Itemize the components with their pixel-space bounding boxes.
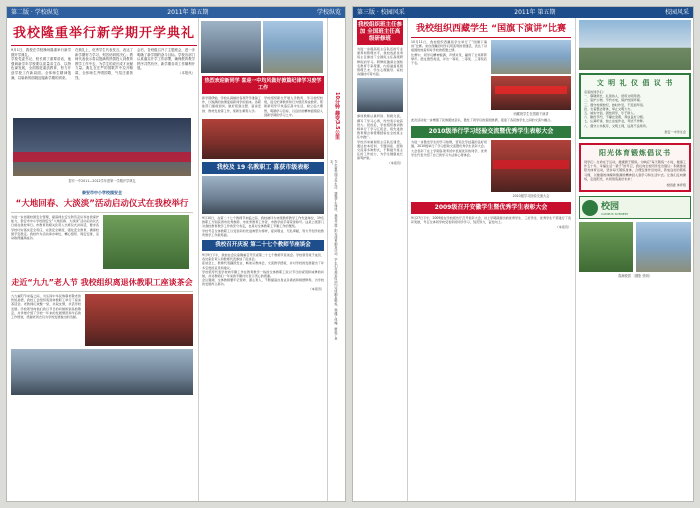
r-col2-photo-2-caption: 2010级学习经验交流大会 [512,194,550,199]
left-page-header-right: 学校纵览 [316,9,341,16]
list-item: 七、认真听讲，独立完成作业，考试不作弊。 [584,119,646,124]
main-body-2: 在典礼上，优秀学生代表发言，表达了新学期努力学习、刻苦钻研的决心；教师代表表示将以饱满的热情投入到教育教学工作中去，为学生的成长成才贡献力量。典礼在庄严的国歌声中拉开帷幕，全体师生齐唱国歌，气氛庄重热烈。 [75,48,133,80]
r-col2-divider [411,37,571,38]
section3-photo [85,294,193,346]
section2-divider [11,212,193,213]
mid-body-5: 9月9日下午，我校在会议室隆重召开庆祝第二十七个教师节座谈会。学校领导班子成员、各处室负责人和教师代表参加了座谈会。 [202,253,324,262]
mid-sign: （本报讯） [308,286,324,291]
r-col1-body-3: 学校历来重视班主任队伍建设，通过校本培训、专题讲座、经验交流等多种形式，不断提升班主任的工作能力，为学生健康成长保驾护航。 [357,139,403,161]
list-item: 四、衣着整洁得体，举止文明大方。 [584,106,634,111]
r-col2-body-5: 9月27日下午，2009级在学校报告厅召开表彰大会，对上学期涌现出的优秀学生、三好学生、优秀学生干部进行了表彰奖励，号召全体同学向受表彰的同学学习，刻苦努力，奋发向上。 [411,216,571,225]
r-col2-body-3: 此次活动进一步增强了民族团结意识，激发了同学们的爱国热情，促进了各民族学生之间的交流与融合。 [411,118,554,122]
campus-photo-caption: 春满校园 （摄影 张明） [618,274,652,279]
certificate-salutation: 亲爱的同学们： [584,90,606,94]
section3-body: 九九重阳节来临之际，为弘扬中华民族尊老敬老的传统美德，我校工会组织离退休教职工举行了座谈茶话会。老教师们欢聚一堂，共叙友情，共话学校发展。学校领导向他们致以节日的问候和崇高的敬意，并详细介绍了学校一年来的发展情况和今后的工作规划，感谢老同志们为学校发展做出的贡献。 [11,294,81,320]
campus-logo-title: 校园 [601,202,620,213]
r-col2-body-2: 比赛中，同学们精神饱满，声情并茂，赢得了全场阵阵掌声。经过激烈角逐，评出一等奖、二等奖、三等奖若干名。 [411,52,487,66]
r-col1-photo [357,78,403,112]
mid-photo-1 [202,119,324,159]
certificate-item-list [584,94,686,128]
r-col2-sign: （本报讯） [555,224,571,229]
r-col2-headline: 我校组织西藏学生 “国旗下演讲”比赛 [416,24,566,34]
left-page-header-center: 2011年 第五期 [167,9,209,16]
mid-body-4: 学校号召全体教职工以受表彰的先进典型为榜样，爱岗敬业、无私奉献，努力开创学校教育教学工作新局面。 [202,228,324,237]
right-narrow-body: 为丰富校园文化生活，增强学生体质，我校开展了阳光体育跑步活动，学生们在规定时间内完成跑步锻炼，强健了体魄，磨炼了意志。 [329,160,338,340]
mid-body-1: 新学期伊始，学校认真做好各项开学准备工作，以饱满的热情迎接新同学的到来。各职能部门提前到岗，做好报到注册、宿舍安排、教材发放等工作，使新生顺利入学。 [202,96,261,113]
mid-banner-1: 热烈欢迎新同学 喜迎一中均风做好掀篇纪律学习废学工作 [202,76,324,94]
newspaper-left-page [6,6,346,502]
r-col2-body-4: 为进一步激发学生的学习热情，营造比学赶超的良好氛围，2010级举行了学习经验交流暨优秀学生表彰大会。大会表彰了在上学期各项考试中表现优异的同学，优秀学生代表介绍了自己的学习方法和心得体会。 [411,140,487,157]
r-col2-photo-caption: 西藏班学生在国旗下演讲 [513,112,549,116]
campus-photo-2 [636,222,691,272]
mid-banner-2: 我校及 19 名教职工 喜获市级表彰 [202,162,324,174]
r-col1-sign: （本报讯） [387,160,403,165]
main-headline: 我校隆重举行新学期开学典礼 [12,26,195,41]
r-col1-body-1: 为进一步提高班主任队伍的专业素养和管理水平，我校选派优秀班主任参加了全国班主任高级研修班的学习。研修班邀请全国知名教育专家授课，内容涵盖班级管理艺术、学生心理疏导、家校沟通技巧等方面。 [357,47,403,77]
r-col1-body-2: 参训教师认真听讲、积极交流，撰写了学习心得，纷纷表示收获很大。回校后，学校组织参训教师举行了学习汇报会，将先进的教育理念和管理经验在全校班主任中推广。 [357,114,403,140]
right-page-header-center: 2011年 第五期 [514,9,556,16]
mid-body-2: 学校组织新生开展入学教育，学习校纪校规，进行纪律教育和行为规范养成教育，帮助新同学尽快适应高中生活，树立远大理想，明确学习目标，以良好的精神面貌投入到新学期的学习之中。 [264,96,323,117]
headline-divider [11,45,197,46]
r-col2-photo-2 [491,140,571,192]
main-body-3: 会后，各班级召开了主题班会，进一步明确了新学期的奋斗目标。学校各部门认真落实开学工作部署，确保教育教学秩序井然有序，新学期各项工作顺利开展。 [137,48,195,71]
list-item: 二、爱护公物，节约水电，保护校园环境。 [584,98,643,103]
campus-leaf-icon [582,200,598,216]
list-item: 八、遵守公共秩序，文明上网，远离不良场所。 [584,123,649,128]
certificate2-signature: 校团委 体育组 [666,183,686,188]
r-col1-banner: 我校组织班主任参加 全国班主任高级研修班 [357,20,403,45]
subheadline-2: 泰安市中小学校园安全 [82,190,122,195]
section3-divider [11,291,193,292]
section2-photo [103,215,189,269]
right-page-header-left: 第三版 · 校园风采 [357,9,405,16]
campus-photo-1 [579,222,633,272]
mid-body-6: 座谈会上，教师代表踊跃发言，畅谈从教体会，交流教学经验，并对学校的发展提出了许多宝贵的意见和建议。 [202,261,324,270]
section2-body: 为进一步加强校园安全管理，提高师生安全防范意识和自我保护能力，泰安市中小学校园安全“大地回春、大淡淡”活动启动仪式日前在我校举行。市教育局相关负责人出席仪式并讲话，要求各学校切实落实安全责任，完善安全制度，强化安全教育，确保校园平安稳定。我校作为活动承办单位，精心组织、周密安排，活动取得圆满成功。 [11,215,99,241]
list-item: 六、勤俭节约，不攀比浪费，养成良好习惯。 [584,115,646,120]
newspaper-right-page [352,6,694,502]
right-page-header-bar [353,7,693,18]
right-narrow-title: 10分钟 趣变3.5公里 [334,92,340,140]
list-item: 五、诚实守信，团结同学，乐于助人。 [584,111,637,116]
certificate2-body: 同学们：生命在于运动，健康源于锻炼。为响应“每天锻炼一小时，健康工作五十年，幸福生活一辈子”的号召，我们向全校同学发出倡议：积极参加阳光体育运动，坚持每天锻炼身体，合理安排作息时间，养成良好的锻炼习惯，以健康的体魄和饱满的精神投入到学习和生活中去。让我们走向操场，走进阳光，共同创造美好未来！ [584,160,686,181]
r-col3-photo-top [579,20,691,70]
lead-photo-right [263,21,323,73]
r-col2-body-1: 10月11日，我校组织西藏班学生举行了“国旗下演讲”比赛。来自西藏的同学们用流利的普通话，表达了对祖国的热爱和对学校的感激之情。 [411,40,487,53]
campus-logo-subtitle: CAMPUS SCENERY [601,212,629,217]
headline-2: “大地回春、大淡淡”活动启动仪式在我校举行 [15,199,189,209]
certificate2-title: 阳光体育锻炼倡议书 [599,149,671,158]
r-col2-photo-banner [491,76,571,110]
certificate-signature: 泰安一中学生会 [664,129,686,134]
certificate-title: 文 明 礼 仪 倡 议 书 [596,79,674,87]
mid-body-8: 会议强调，全体教师要牢记使命、潜心育人，不断提高自身业务素质和师德修养，为学校的发展再立新功。 [202,278,324,287]
list-item: 三、遵守校规校纪，按时作息，不迟到早退。 [584,102,646,107]
left-page-header-bar [7,7,345,18]
main-sign: （本报讯） [178,70,195,75]
headline-3: 走近“九九”老人节 我校组织离退休教职工座谈茶会 [11,278,193,287]
ceremony-photo-caption: 泰安一中2011—2012学年度第一学期开学典礼 [68,179,136,183]
right-page-header-right: 校园风采 [664,9,689,16]
list-item: 一、尊敬师长，礼貌待人，使用文明用语。 [584,94,643,99]
lead-photo-left [201,21,261,73]
r-col2-banner-3: 2009级召开安徽学生暨优秀学生表彰大会 [411,202,571,214]
main-dateline: 9月1日，我校在学校操场隆重举行新学期开学典礼。 [11,48,71,57]
mid-banner-3: 我校召开庆祝 第二十七个教师节座谈会 [202,240,324,251]
ceremony-photo [13,118,191,176]
main-body-1: 学校党委书记、校长做了重要讲话，他强调新学年学校要以质量求生存、以特色谋发展，全面推进素质教育，努力开创学校工作新局面。全体师生精神饱满，以崭新的面貌迎接新学期的到来。 [11,57,71,80]
mid-body-7: 学校领导代表学校向辛勤工作在教育教学一线的全体教职工致以节日的祝贺和诚挚的问候，并对教师们一年来的辛勤付出表示衷心的感谢。 [202,269,324,279]
r-col2-photo-top [491,40,571,74]
mid-photo-2 [202,176,324,214]
left-page-header-left: 第二版 · 学校纵览 [11,9,59,16]
section3-photo-wide [11,349,193,395]
mid-body-3: 9月10日，在第二十七个教师节来临之际，我校被评为市级教育教学工作先进单位，19名教职工分别获得市优秀教师、市优秀教育工作者、市教学能手等荣誉称号。这是上级部门对我校教育教学工作的充分肯定，也是对全体教职工辛勤工作的褒奖。 [202,216,324,229]
r-col2-banner-2: 2010级举行学习经验交流暨优秀学生表彰大会 [411,126,571,138]
